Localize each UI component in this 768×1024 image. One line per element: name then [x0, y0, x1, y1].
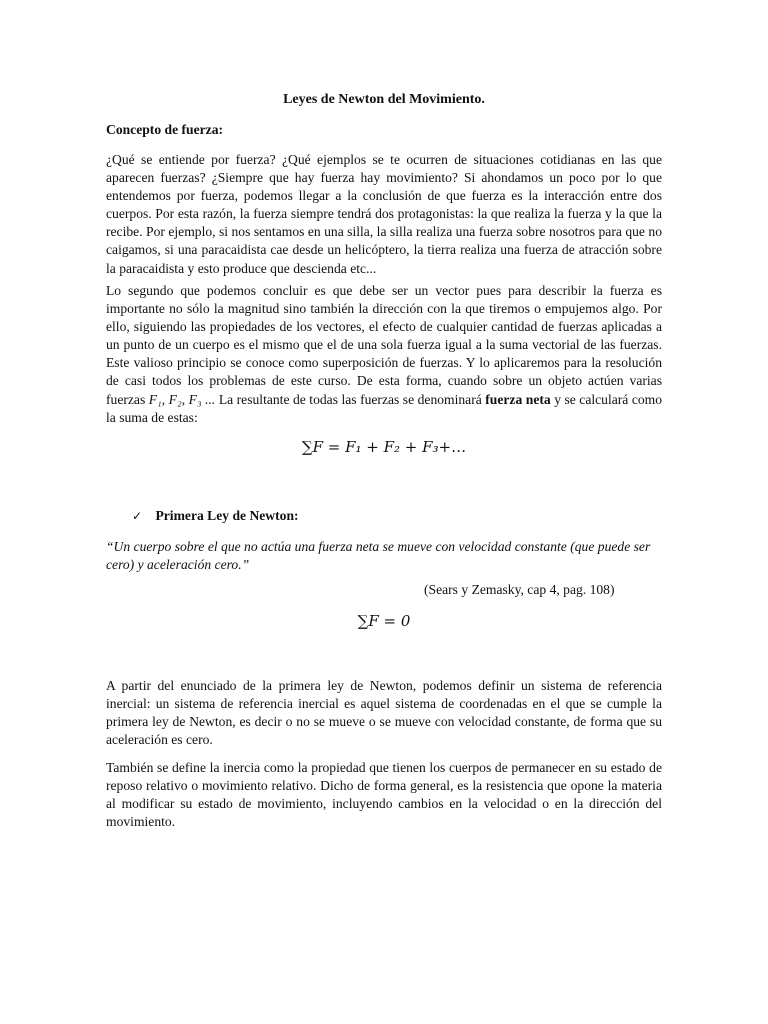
net-force-sum-formula — [0, 438, 768, 456]
paragraph-2-text-a: Lo segundo que podemos concluir es que debe ser un vector pues para describir la fuerza es importante no sólo la magnitud sino también la dirección con la que tiremos o empujemos algo. Por ello, siguiendo las propiedades de los vectores, el efecto de cualquier cantidad de fuerzas aplicadas a un punto de un cuerpo es el mismo que el de una sola fuerza igual a la suma vectorial de las fuerzas. Este valioso principio se conoce como superposición de fuerzas. Y lo aplicaremos para la resolución de casi todos los problemas de este curso. De esta forma, cuando sobre un objeto actúen varias fuerzas — [106, 283, 662, 407]
document-title: Leyes de Newton del Movimiento. — [283, 92, 485, 107]
zero-net-force-formula — [0, 612, 768, 630]
section-heading: Concepto de fuerza: — [106, 122, 224, 137]
checkmark-icon: ✓ — [132, 509, 143, 523]
paragraph-4: También se define la inercia como la propiedad que tienen los cuerpos de permanecer en su estado de reposo relativo o movimiento relativo. Dicho de forma general, es la resistencia que opone la materia al modificar su estado de movimiento, incluyendo cambios en la velocidad o en la dirección del movimiento. — [106, 760, 662, 830]
citation: (Sears y Zemasky, cap 4, pag. 108) — [424, 582, 615, 597]
first-law-heading — [132, 508, 299, 524]
paragraph-2-text-b: La resultante de todas las fuerzas se denominará — [218, 391, 482, 407]
paragraph-3: A partir del enunciado de la primera ley de Newton, podemos definir un sistema de referencia inercial: un sistema de referencia inercial es aquel sistema de coordenadas en el que se cumple la primera ley de Newton, es decir o no se mueve o se mueve con velocidad constante, de forma que su aceleración es cero. — [106, 678, 662, 748]
formula-2-text: ∑F = 0 — [357, 612, 411, 630]
force-vectors-inline: F₁, F₂, F₃ ... — [148, 391, 216, 407]
first-law-quote: “Un cuerpo sobre el que no actúa una fuerza neta se mueve con velocidad constante (que puede ser cero) y aceleración cero.” — [106, 539, 651, 573]
net-force-term: fuerza neta — [485, 391, 551, 407]
first-law-heading-label: Primera Ley de Newton: — [155, 508, 299, 523]
paragraph-1: ¿Qué se entiende por fuerza? ¿Qué ejemplos se te ocurren de situaciones cotidianas en las que aparecen fuerzas? ¿Siempre que hay fuerza hay movimiento? Si ahondamos un poco por lo que entendemos por fuerza, podemos llegar a la conclusión de que fuerza es la interacción entre dos cuerpos. Por esta razón, la fuerza siempre tendrá dos protagonistas: la que realiza la fuerza y la que la recibe. Por ejemplo, si nos sentamos en una silla, la silla realiza una fuerza sobre nosotros para que no caigamos, si una paracaidista cae desde un helicóptero, la tierra realiza una fuerza de atracción sobre la paracaidista y esto produce que descienda etc... — [106, 152, 662, 276]
formula-1-text: ∑F = F₁ + F₂ + F₃+… — [301, 438, 467, 456]
paragraph-2-text-c: y se calculará como la suma de estas: — [106, 391, 663, 425]
paragraph-2 — [106, 282, 662, 427]
